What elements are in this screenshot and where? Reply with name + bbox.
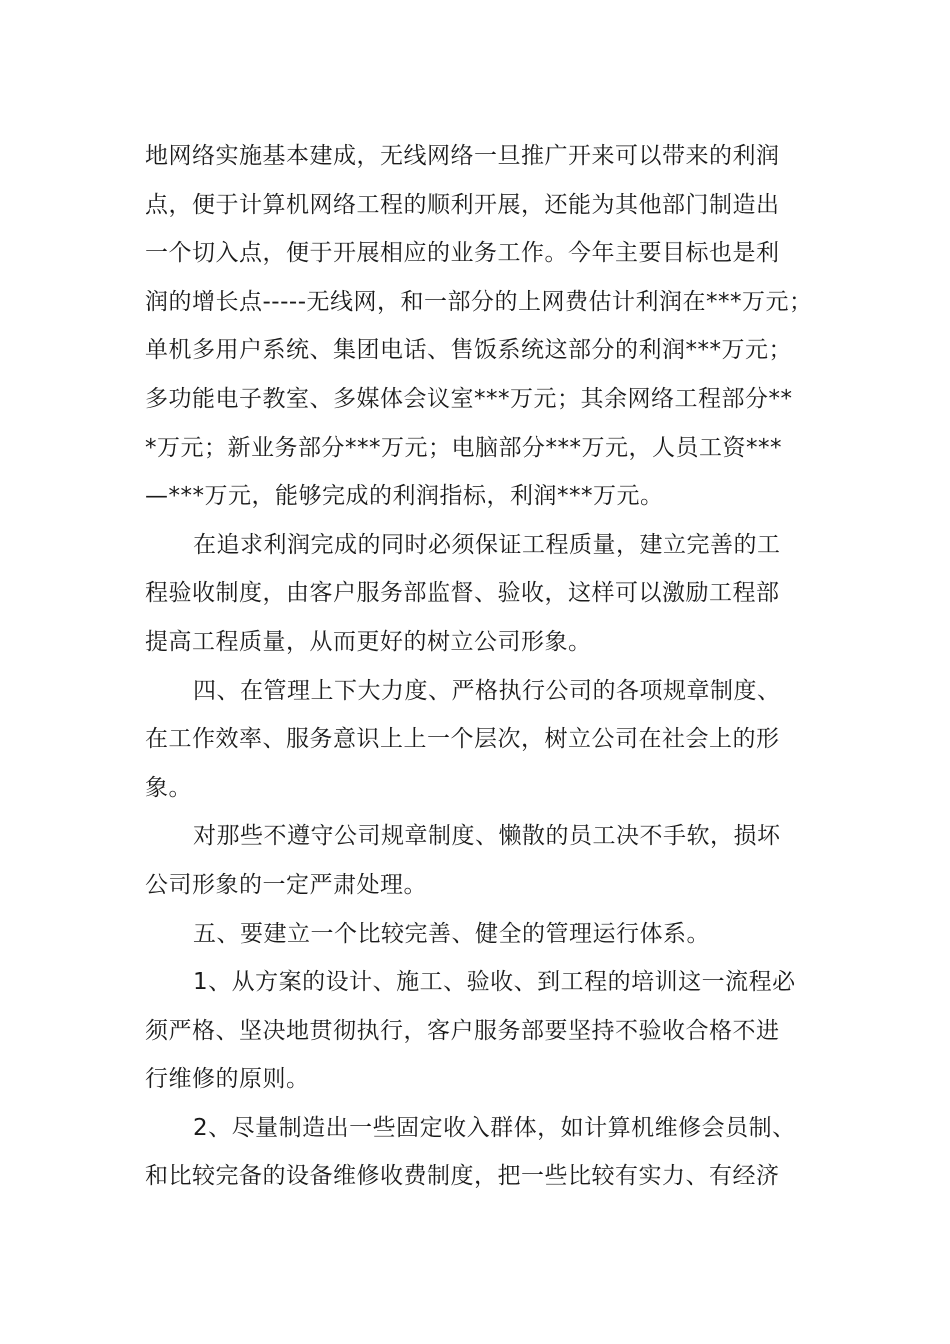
text-line: 2、尽量制造出一些固定收入群体，如计算机维修会员制、 xyxy=(193,1114,796,1141)
text-line: 五、要建立一个比较完善、健全的管理运行体系。 xyxy=(193,920,710,947)
document-body xyxy=(145,132,825,1201)
text-line: 对那些不遵守公司规章制度、懒散的员工决不手软，损坏 xyxy=(193,823,781,850)
text-line: 公司形象的一定严肃处理。 xyxy=(145,871,427,898)
text-line: 程验收制度，由客户服务部监督、验收，这样可以激励工程部 xyxy=(145,580,780,607)
text-line: 点，便于计算机网络工程的顺利开展，还能为其他部门制造出 xyxy=(145,191,780,218)
text-line: —***万元，能够完成的利润指标，利润***万元。 xyxy=(145,483,664,510)
text-line: 在工作效率、服务意识上上一个层次，树立公司在社会上的形 xyxy=(145,726,780,753)
text-line: 提高工程质量，从而更好的树立公司形象。 xyxy=(145,628,592,655)
text-line: 1、从方案的设计、施工、验收、到工程的培训这一流程必 xyxy=(193,969,796,996)
text-line: 行维修的原则。 xyxy=(145,1066,310,1093)
text-line: 润的增长点-----无线网，和一部分的上网费估计利润在***万元； xyxy=(145,288,813,315)
text-line: 和比较完备的设备维修收费制度，把一些比较有实力、有经济 xyxy=(145,1163,780,1190)
text-line: 单机多用户系统、集团电话、售饭系统这部分的利润***万元； xyxy=(145,337,792,364)
text-line: 在追求利润完成的同时必须保证工程质量，建立完善的工 xyxy=(193,531,781,558)
text-line: *万元；新业务部分***万元；电脑部分***万元，人员工资*** xyxy=(145,434,782,461)
text-line: 一个切入点，便于开展相应的业务工作。今年主要目标也是利 xyxy=(145,240,780,267)
text-line: 须严格、坚决地贯彻执行，客户服务部要坚持不验收合格不进 xyxy=(145,1017,780,1044)
text-line: 象。 xyxy=(145,774,192,801)
text-line: 地网络实施基本建成，无线网络一旦推广开来可以带来的利润 xyxy=(145,143,780,169)
text-line: 多功能电子教室、多媒体会议室***万元；其余网络工程部分** xyxy=(145,385,793,412)
text-line: 四、在管理上下大力度、严格执行公司的各项规章制度、 xyxy=(193,677,781,704)
